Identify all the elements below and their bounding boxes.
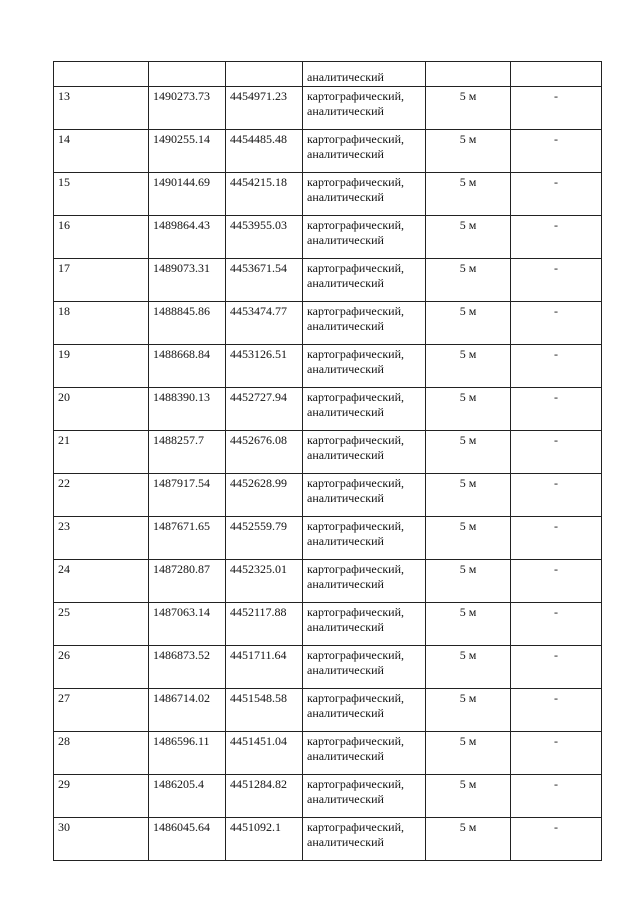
cell-description: - <box>511 431 602 474</box>
cell-method <box>303 775 426 818</box>
cell-y-coordinate: 4453671.54 <box>226 259 303 302</box>
cell-description: - <box>511 302 602 345</box>
cell-method <box>303 474 426 517</box>
cell-x-coordinate: 1488257.7 <box>149 431 226 474</box>
cell-y-coordinate: 4453474.77 <box>226 302 303 345</box>
cell-accuracy: 5 м <box>426 130 511 173</box>
method-line-primary: картографический, <box>307 476 405 490</box>
cell-x-coordinate: 1486045.64 <box>149 818 226 861</box>
cell-y-coordinate: 4453126.51 <box>226 345 303 388</box>
method-line-secondary: аналитический <box>307 276 384 290</box>
cell-x-coordinate: 1487671.65 <box>149 517 226 560</box>
method-line-secondary: аналитический <box>307 405 384 419</box>
method-line-secondary: аналитический <box>307 362 384 376</box>
cell-point-number: 13 <box>54 87 149 130</box>
method-line-primary: картографический, <box>307 433 405 447</box>
cell-method <box>303 216 426 259</box>
table-row <box>54 302 602 345</box>
table-row <box>54 775 602 818</box>
method-line-primary: картографический, <box>307 261 405 275</box>
cell-x-coordinate: 1490255.14 <box>149 130 226 173</box>
cell-accuracy: 5 м <box>426 517 511 560</box>
cell-accuracy: 5 м <box>426 87 511 130</box>
method-line-secondary: аналитический <box>307 233 384 247</box>
cell-description: - <box>511 388 602 431</box>
cell-point-number: 21 <box>54 431 149 474</box>
cell-description <box>511 62 602 87</box>
cell-point-number: 28 <box>54 732 149 775</box>
method-line-secondary: аналитический <box>307 706 384 720</box>
table-row <box>54 130 602 173</box>
cell-x-coordinate: 1488390.13 <box>149 388 226 431</box>
cell-x-coordinate: 1486205.4 <box>149 775 226 818</box>
cell-accuracy: 5 м <box>426 732 511 775</box>
cell-x-coordinate: 1486596.11 <box>149 732 226 775</box>
method-line-primary: картографический, <box>307 175 405 189</box>
cell-description: - <box>511 87 602 130</box>
cell-description: - <box>511 689 602 732</box>
method-line-secondary: аналитический <box>307 835 384 849</box>
cell-accuracy: 5 м <box>426 474 511 517</box>
cell-method <box>303 87 426 130</box>
cell-y-coordinate: 4451092.1 <box>226 818 303 861</box>
cell-point-number: 23 <box>54 517 149 560</box>
cell-accuracy: 5 м <box>426 388 511 431</box>
cell-y-coordinate: 4454971.23 <box>226 87 303 130</box>
cell-point-number: 22 <box>54 474 149 517</box>
cell-x-coordinate: 1487063.14 <box>149 603 226 646</box>
method-line-primary: картографический, <box>307 820 405 834</box>
cell-method <box>303 431 426 474</box>
cell-method <box>303 130 426 173</box>
cell-method <box>303 345 426 388</box>
method-line-secondary: аналитический <box>307 491 384 505</box>
cell-description: - <box>511 818 602 861</box>
cell-description: - <box>511 775 602 818</box>
method-line-secondary: аналитический <box>307 147 384 161</box>
table-row-continuation <box>54 62 602 87</box>
cell-accuracy: 5 м <box>426 345 511 388</box>
cell-accuracy: 5 м <box>426 216 511 259</box>
cell-point-number <box>54 62 149 87</box>
table-row <box>54 517 602 560</box>
cell-description: - <box>511 732 602 775</box>
cell-point-number: 29 <box>54 775 149 818</box>
cell-method <box>303 173 426 216</box>
method-line-primary: картографический, <box>307 734 405 748</box>
cell-accuracy <box>426 62 511 87</box>
table-row <box>54 259 602 302</box>
cell-point-number: 14 <box>54 130 149 173</box>
cell-y-coordinate: 4453955.03 <box>226 216 303 259</box>
cell-method <box>303 302 426 345</box>
table-row <box>54 818 602 861</box>
method-line-primary: картографический, <box>307 132 405 146</box>
table-row <box>54 474 602 517</box>
method-line-primary: картографический, <box>307 218 405 232</box>
method-line-secondary: аналитический <box>307 319 384 333</box>
table-row <box>54 560 602 603</box>
method-line-secondary: аналитический <box>307 190 384 204</box>
cell-accuracy: 5 м <box>426 818 511 861</box>
method-line-secondary: аналитический <box>307 749 384 763</box>
cell-description: - <box>511 603 602 646</box>
cell-point-number: 15 <box>54 173 149 216</box>
cell-description: - <box>511 173 602 216</box>
cell-y-coordinate: 4451548.58 <box>226 689 303 732</box>
cell-y-coordinate: 4452325.01 <box>226 560 303 603</box>
cell-point-number: 17 <box>54 259 149 302</box>
cell-x-coordinate: 1488668.84 <box>149 345 226 388</box>
table-row <box>54 646 602 689</box>
cell-description: - <box>511 474 602 517</box>
cell-y-coordinate: 4452676.08 <box>226 431 303 474</box>
method-line-primary: картографический, <box>307 304 405 318</box>
cell-description: - <box>511 646 602 689</box>
cell-accuracy: 5 м <box>426 560 511 603</box>
method-line-secondary: аналитический <box>307 663 384 677</box>
cell-accuracy: 5 м <box>426 775 511 818</box>
cell-x-coordinate <box>149 62 226 87</box>
table-row <box>54 603 602 646</box>
cell-x-coordinate: 1490273.73 <box>149 87 226 130</box>
method-line-primary: картографический, <box>307 562 405 576</box>
cell-x-coordinate: 1486714.02 <box>149 689 226 732</box>
cell-point-number: 30 <box>54 818 149 861</box>
table-row <box>54 345 602 388</box>
cell-x-coordinate: 1489864.43 <box>149 216 226 259</box>
cell-method <box>303 560 426 603</box>
cell-description: - <box>511 130 602 173</box>
cell-x-coordinate: 1487280.87 <box>149 560 226 603</box>
method-line-primary: картографический, <box>307 89 405 103</box>
cell-method: аналитический <box>303 62 426 87</box>
method-line-primary: картографический, <box>307 519 405 533</box>
method-line-secondary: аналитический <box>307 534 384 548</box>
cell-method <box>303 732 426 775</box>
cell-method <box>303 259 426 302</box>
method-line-secondary: аналитический <box>307 577 384 591</box>
cell-y-coordinate: 4451284.82 <box>226 775 303 818</box>
cell-description: - <box>511 560 602 603</box>
cell-y-coordinate: 4451711.64 <box>226 646 303 689</box>
cell-x-coordinate: 1488845.86 <box>149 302 226 345</box>
cell-point-number: 20 <box>54 388 149 431</box>
cell-description: - <box>511 216 602 259</box>
method-line-secondary: аналитический <box>307 104 384 118</box>
cell-point-number: 26 <box>54 646 149 689</box>
method-line-primary: картографический, <box>307 777 405 791</box>
cell-x-coordinate: 1487917.54 <box>149 474 226 517</box>
cell-point-number: 19 <box>54 345 149 388</box>
cell-method <box>303 388 426 431</box>
cell-method <box>303 517 426 560</box>
table-row <box>54 173 602 216</box>
cell-x-coordinate: 1486873.52 <box>149 646 226 689</box>
table-row <box>54 87 602 130</box>
cell-y-coordinate: 4452628.99 <box>226 474 303 517</box>
cell-point-number: 16 <box>54 216 149 259</box>
method-line-secondary: аналитический <box>307 620 384 634</box>
cell-accuracy: 5 м <box>426 302 511 345</box>
cell-x-coordinate: 1490144.69 <box>149 173 226 216</box>
cell-y-coordinate: 4454485.48 <box>226 130 303 173</box>
cell-point-number: 18 <box>54 302 149 345</box>
cell-method <box>303 818 426 861</box>
method-line-primary: картографический, <box>307 648 405 662</box>
cell-y-coordinate: 4452559.79 <box>226 517 303 560</box>
cell-point-number: 25 <box>54 603 149 646</box>
cell-x-coordinate: 1489073.31 <box>149 259 226 302</box>
cell-description: - <box>511 517 602 560</box>
cell-y-coordinate <box>226 62 303 87</box>
cell-method <box>303 646 426 689</box>
method-line-primary: картографический, <box>307 390 405 404</box>
cell-accuracy: 5 м <box>426 173 511 216</box>
table-row <box>54 388 602 431</box>
cell-y-coordinate: 4452727.94 <box>226 388 303 431</box>
table-row <box>54 216 602 259</box>
coordinates-table-body <box>54 62 602 861</box>
cell-accuracy: 5 м <box>426 603 511 646</box>
cell-method <box>303 603 426 646</box>
cell-y-coordinate: 4452117.88 <box>226 603 303 646</box>
cell-description: - <box>511 259 602 302</box>
cell-accuracy: 5 м <box>426 646 511 689</box>
cell-accuracy: 5 м <box>426 259 511 302</box>
cell-method <box>303 689 426 732</box>
cell-point-number: 24 <box>54 560 149 603</box>
method-line-secondary: аналитический <box>307 448 384 462</box>
cell-accuracy: 5 м <box>426 689 511 732</box>
cell-point-number: 27 <box>54 689 149 732</box>
table-row <box>54 689 602 732</box>
method-line-primary: картографический, <box>307 347 405 361</box>
coordinates-table <box>53 61 602 861</box>
method-line-secondary: аналитический <box>307 792 384 806</box>
method-line-primary: картографический, <box>307 605 405 619</box>
cell-accuracy: 5 м <box>426 431 511 474</box>
cell-y-coordinate: 4454215.18 <box>226 173 303 216</box>
method-line-primary: картографический, <box>307 691 405 705</box>
cell-description: - <box>511 345 602 388</box>
table-row <box>54 732 602 775</box>
cell-y-coordinate: 4451451.04 <box>226 732 303 775</box>
table-row <box>54 431 602 474</box>
